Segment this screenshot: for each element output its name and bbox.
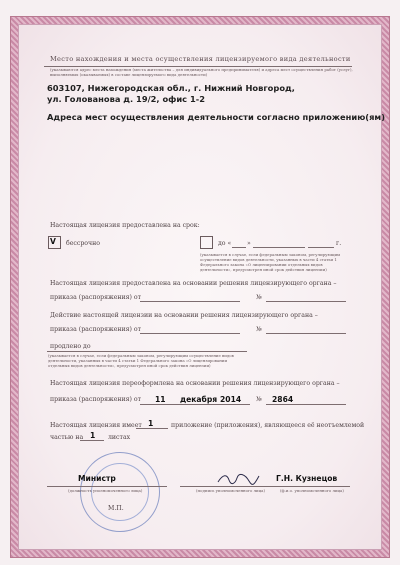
reissue-day: 11	[155, 395, 166, 404]
term-note-4: деятельности», предусмотрен иной срок действия лицензии)	[200, 267, 327, 272]
until-year-suffix: г.	[336, 240, 342, 247]
reissue-label: Настоящая лицензия переоформлена на основании решения лицензирующего органа –	[50, 380, 340, 387]
indefinite-checkbox	[48, 236, 61, 249]
until-mid: »	[247, 240, 251, 247]
extension-label: Действие настоящей лицензии на основании решения лицензирующего органа –	[50, 312, 318, 319]
term-label: Настоящая лицензия предоставлена на срок:	[50, 222, 200, 229]
activity-places: Адреса мест осуществления деятельности согласно приложению(ям)	[47, 112, 385, 122]
appendix-part-prefix: частью на	[50, 434, 84, 441]
until-day-line	[232, 247, 246, 248]
basis-number-line	[266, 301, 346, 302]
basis-date-line	[140, 301, 240, 302]
signature-scribble	[215, 472, 261, 486]
appendix-label-prefix: Настоящая лицензия имеет	[50, 422, 142, 429]
reissue-month: декабря	[180, 395, 218, 404]
signature-line	[180, 486, 272, 487]
address-line-2: ул. Голованова д. 19/2, офис 1-2	[47, 94, 205, 104]
seal-label: М.П.	[108, 505, 124, 512]
place-title: Место нахождения и места осуществления лицензируемого вида деятельности	[50, 55, 351, 63]
appendix-part-suffix: листах	[108, 434, 131, 441]
position-note: (должность уполномоченного лица)	[68, 488, 143, 493]
appendix-sheets: 1	[90, 431, 96, 440]
signer-name: Г.Н. Кузнецов	[276, 474, 338, 483]
until-year-line	[308, 247, 334, 248]
extension-number-line	[266, 333, 346, 334]
address-line-1: 603107, Нижегородская обл., г. Нижний Новгород,	[47, 83, 295, 93]
term-note-2: осуществление видов деятельности, указанных в части 4 статьи 1	[200, 257, 337, 262]
name-note: (ф.и.о. уполномоченного лица)	[280, 488, 344, 493]
extended-to-label: продлено до	[50, 343, 91, 350]
until-prefix: до «	[218, 240, 232, 247]
place-note-2: выполняемых (оказываемых) в составе лицензируемого вида деятельности)	[50, 72, 208, 77]
appendix-label-mid: приложение (приложения), являющееся её неотъемлемой	[171, 422, 365, 429]
reissue-order-label: приказа (распоряжения) от	[50, 396, 142, 403]
place-note-1: (указываются адрес места нахождения (места жительства – для индивидуального предпринимателя) и адреса мест осуществления работ (услуг),	[50, 67, 353, 72]
extension-note-1: (указывается в случае, если федеральным законом, регулирующим осуществление видов	[48, 353, 234, 358]
extension-order-label: приказа (распоряжения) от	[50, 326, 142, 333]
position-line	[47, 486, 167, 487]
reissue-number: 2864	[272, 395, 294, 404]
basis-num-label: №	[256, 294, 262, 301]
term-note-1: (указывается в случае, если федеральным законом, регулирующим	[200, 252, 341, 257]
appendix-sheets-line	[80, 440, 104, 441]
appendix-count: 1	[148, 419, 154, 428]
signature-note: (подпись уполномоченного лица)	[196, 488, 265, 493]
basis-label: Настоящая лицензия предоставлена на основании решения лицензирующего органа –	[50, 280, 337, 287]
basis-order-label: приказа (распоряжения) от	[50, 294, 142, 301]
extension-note-3: отдельных видов деятельности», предусмотрен иной срок действия лицензии)	[48, 363, 211, 368]
extended-to-line	[47, 351, 247, 352]
indefinite-label: бессрочно	[66, 240, 100, 247]
signer-position: Министр	[78, 474, 116, 483]
indefinite-mark: V	[50, 237, 56, 246]
extension-date-line	[140, 333, 240, 334]
term-note-3: Федерального закона «О лицензировании отдельных видов	[200, 262, 323, 267]
until-checkbox	[200, 236, 213, 249]
extension-num-label: №	[256, 326, 262, 333]
reissue-year: 2014	[220, 395, 242, 404]
reissue-number-line	[266, 404, 346, 405]
extension-note-2: деятельности, указанных в части 4 статьи 1 Федерального закона «О лицензировании	[48, 358, 228, 363]
reissue-num-label: №	[256, 396, 262, 403]
until-month-line	[253, 247, 305, 248]
appendix-count-line	[136, 428, 168, 429]
name-line	[270, 486, 350, 487]
reissue-date-line	[140, 404, 250, 405]
